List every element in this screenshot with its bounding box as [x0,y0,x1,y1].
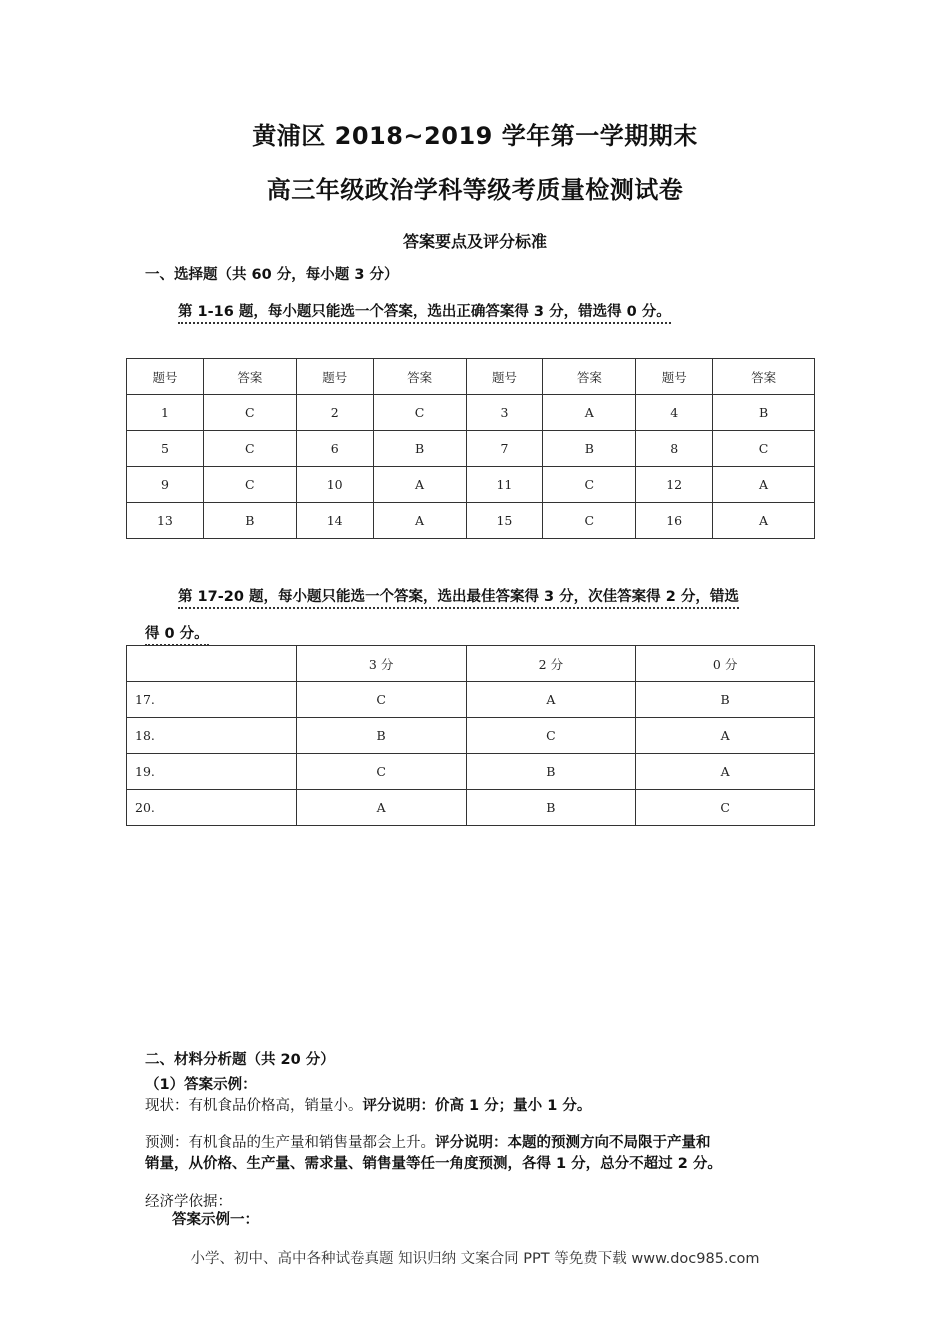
document-title-line2: 高三年级政治学科等级考质量检测试卷 [266,176,684,204]
table-cell: 6 [296,431,373,467]
instruction-1-16 [178,300,671,321]
table-row [127,431,815,467]
answer-example-1-label: 答案示例一： [172,1212,259,1228]
table-cell: C [296,682,466,718]
table-cell: B [466,790,636,826]
table-cell: A [373,467,466,503]
q1-answer-label: （1）答案示例： [145,1077,257,1093]
table-cell: C [713,431,815,467]
table-cell: C [296,754,466,790]
table-header-cell: 2 分 [466,646,636,682]
table-cell: 20. [127,790,297,826]
table-header-cell: 3 分 [296,646,466,682]
prediction-scoring-line1: 评分说明：本题的预测方向不局限于产量和 [435,1135,711,1151]
table-cell: C [636,790,815,826]
table-header-cell: 0 分 [636,646,815,682]
instruction-17-20-line2 [145,622,209,643]
table-cell: B [373,431,466,467]
table-cell: C [543,467,636,503]
table-cell: A [636,718,815,754]
table-header-cell: 题号 [466,359,543,395]
table-cell: B [466,754,636,790]
table-row [127,682,815,718]
table-cell: 16 [636,503,713,539]
section1-heading: 一、选择题（共 60 分，每小题 3 分） [145,267,399,283]
table-cell: 2 [296,395,373,431]
table-cell: 10 [296,467,373,503]
table-cell: 14 [296,503,373,539]
table-row [127,467,815,503]
table-cell: 7 [466,431,543,467]
status-scoring: 评分说明：价高 1 分；量小 1 分。 [362,1098,592,1114]
section2-heading: 二、材料分析题（共 20 分） [145,1052,335,1068]
table-cell: 15 [466,503,543,539]
table-cell: C [203,395,296,431]
table-cell: 12 [636,467,713,503]
economic-basis-label: 经济学依据： [145,1194,232,1210]
instruction-1-16-text: 第 1-16 题，每小题只能选一个答案，选出正确答案得 3 分，错选得 0 分。 [178,304,671,324]
table-cell: A [373,503,466,539]
table-row [127,754,815,790]
table-cell: B [203,503,296,539]
page-footer: 小学、初中、高中各种试卷真题 知识归纳 文案合同 PPT 等免费下载 www.doc985.com [190,1251,760,1267]
table-cell: 18. [127,718,297,754]
table-cell: 3 [466,395,543,431]
table-cell: C [203,467,296,503]
document-title-line1: 黄浦区 2018~2019 学年第一学期期末 [252,122,698,150]
table-cell: A [636,754,815,790]
prediction-answer [145,1131,711,1152]
table-cell: 5 [127,431,204,467]
table-cell: A [466,682,636,718]
prediction-scoring-line2: 销量，从价格、生产量、需求量、销售量等任一角度预测，各得 1 分，总分不超过 2 分。 [145,1156,722,1172]
table-cell: A [296,790,466,826]
document-subtitle: 答案要点及评分标准 [402,232,547,251]
table-row [127,395,815,431]
table-cell: 4 [636,395,713,431]
table-cell: 1 [127,395,204,431]
table-cell: 13 [127,503,204,539]
table-header-row [127,646,815,682]
table-cell: B [543,431,636,467]
table-cell: C [373,395,466,431]
table-cell: 11 [466,467,543,503]
table-cell: 8 [636,431,713,467]
table-row [127,503,815,539]
table-cell: B [713,395,815,431]
table-header-cell: 答案 [203,359,296,395]
table-cell: 17. [127,682,297,718]
table-header-cell: 题号 [296,359,373,395]
table-cell: A [713,467,815,503]
table-header-cell [127,646,297,682]
instruction-17-20-line2-text: 得 0 分。 [145,626,209,646]
table-row [127,718,815,754]
answer-table-1-16 [126,358,815,539]
table-cell: 19. [127,754,297,790]
table-header-cell: 答案 [713,359,815,395]
table-header-cell: 题号 [127,359,204,395]
table-cell: B [636,682,815,718]
table-header-cell: 题号 [636,359,713,395]
table-header-row [127,359,815,395]
status-text: 现状：有机食品价格高，销量小。 [145,1098,363,1114]
table-cell: 9 [127,467,204,503]
table-header-cell: 答案 [543,359,636,395]
table-cell: C [466,718,636,754]
table-cell: A [713,503,815,539]
table-cell: C [203,431,296,467]
table-cell: A [543,395,636,431]
answer-table-17-20 [126,645,815,826]
table-cell: C [543,503,636,539]
instruction-17-20-line1 [178,585,739,606]
status-answer [145,1094,591,1115]
instruction-17-20-line1-text: 第 17-20 题，每小题只能选一个答案，选出最佳答案得 3 分，次佳答案得 2 分，错选 [178,589,739,609]
table-header-cell: 答案 [373,359,466,395]
table-row [127,790,815,826]
prediction-text: 预测：有机食品的生产量和销售量都会上升。 [145,1135,435,1151]
table-cell: B [296,718,466,754]
